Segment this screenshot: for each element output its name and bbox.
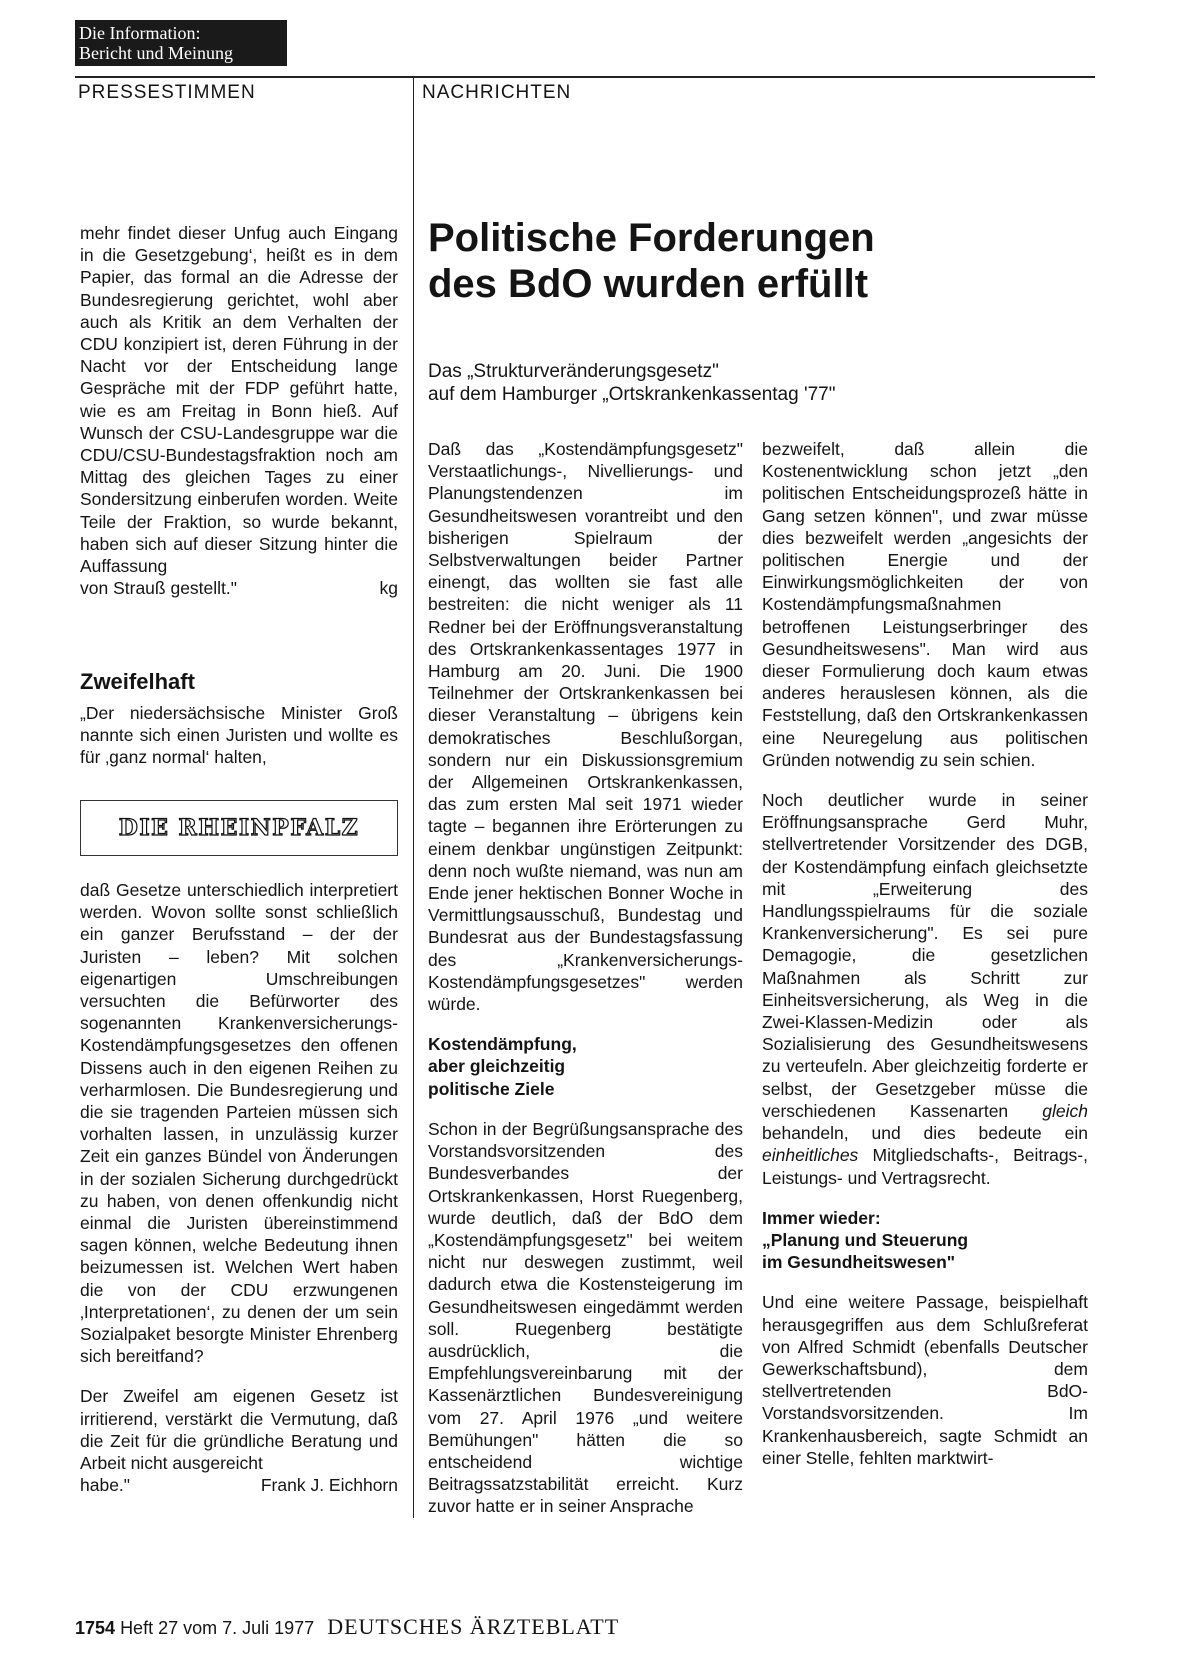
press-quote-continued bbox=[80, 222, 398, 599]
zweifelhaft-para-1: „Der niedersächsische Minister Groß nannte sich einen Juristen und wollte es für ‚ganz normal‘ halten, bbox=[80, 703, 398, 768]
right-section-label: NACHRICHTEN bbox=[422, 82, 572, 103]
article-headline bbox=[428, 215, 1068, 307]
page-footer bbox=[75, 1614, 619, 1640]
magazine-name: DEUTSCHES ÄRZTEBLATT bbox=[327, 1614, 620, 1639]
section-tag-line1: Die Information: bbox=[79, 23, 201, 43]
col1-subheading-line-3: politische Ziele bbox=[428, 1078, 555, 1099]
article-col2-para-1: bezweifelt, daß allein die Kostenentwicklung schon jetzt „den politischen Entscheidungsprozeß hätte in Gang setzen können", und zwar müsse dies bezweifelt werden „angesichts der politischen Energie und der Einwirkungsmöglichkeiten der von Kostendämpfungsmaßnahmen betroffenen Leistungserbringer des Gesundheitswesens". Man wird aus dieser Formulierung doch kaum etwas anderes herauslesen können, als die Feststellung, daß den Ortskrankenkassen eine Neuregelung aus politischen Gründen notwendig zu sein schien. bbox=[762, 439, 1088, 770]
col1-subheading-line-1: Kostendämpfung, bbox=[428, 1034, 577, 1055]
article-col1-para-1: Daß das „Kostendämpfungsgesetz" Verstaatlichungs-, Nivellierungs- und Planungstendenzen im Gesundheitswesen vorantreibt und den bisherigen Spielraum der Selbstverwaltungen beider Partner einengt, das wollten sie fast alle bestreiten: die nicht weniger als 11 Redner bei der Eröffnungsveranstaltung des Ortskrankenkassentages 1977 in Hamburg am 20. Juni. Die 1900 Teilnehmer der Ortskrankenkassen bei dieser Veranstaltung – übrigens kein demokratisches Beschlußorgan, sondern nur ein Diskussionsgremium der Allgemeinen Ortskrankenkassen, das zum ersten Mal seit 1971 wieder tagte – begannen ihre Erörterungen zu einem denkbar ungünstigen Zeitpunkt: denn noch wußte niemand, was nun am Ende jener hektischen Bonner Woche in Vermittlungsausschuß, Bundestag und Bundesrat aus der Bundestagsfassung des „Krankenversicherungs-Kostendämpfungsgesetzes" werden würde. bbox=[428, 439, 743, 1015]
zweifelhaft-last-line: habe." bbox=[80, 1475, 131, 1496]
issue-info: Heft 27 vom 7. Juli 1977 bbox=[120, 1618, 315, 1638]
headline-line-2: des BdO wurden erfüllt bbox=[428, 262, 869, 306]
article-column-1 bbox=[428, 438, 743, 1518]
headline-line-1: Politische Forderungen bbox=[428, 216, 875, 260]
article-col2-subheading bbox=[762, 1207, 1088, 1274]
section-tag bbox=[75, 20, 287, 66]
article-col1-subheading bbox=[428, 1033, 743, 1100]
newspaper-source-box bbox=[80, 800, 398, 856]
article-col1-para-2: Schon in der Begrüßungsansprache des Vorstandsvorsitzenden des Bundesverbandes der Ortskrankenkassen, Horst Ruegenberg, wurde deutlich, daß der BdO dem „Kostendämpfungsgesetz" bei weitem nicht nur deswegen zustimmt, weil dadurch etwa die Kostensteigerung im Gesundheitswesen eingedämmt werden soll. Ruegenberg bestätigte ausdrücklich, die Empfehlungsvereinbarung mit der Kassenärztlichen Bundesvereinigung vom 27. April 1976 „und weitere Bemühungen" hätten die so entscheidend wichtige Beitragssatzstabilität erreicht. Kurz zuvor hatte er in seiner Ansprache bbox=[428, 1118, 743, 1517]
col1-subheading-line-2: aber gleichzeitig bbox=[428, 1056, 566, 1077]
zweifelhaft-para-3-text: Der Zweifel am eigenen Gesetz ist irritierend, verstärkt die Vermutung, daß die Zeit für die gründliche Beratung und Arbeit nicht ausgereicht bbox=[80, 1386, 398, 1474]
press-quote-closing bbox=[80, 577, 398, 599]
zweifelhaft-closing bbox=[80, 1474, 398, 1496]
press-quote-text: mehr findet dieser Unfug auch Eingang in die Gesetzgebung‘, heißt es in dem Papier, das formal an die Adresse der Bundesregierung gerichtet, wohl aber auch als Kritik an dem Verhalten der CDU konzipiert ist, deren Führung in der Nacht vor der Entscheidung lange Gespräche mit der FDP geführt hatte, wie es am Freitag in Bonn hieß. Auf Wunsch der CSU-Landesgruppe war die CDU/CSU-Bundestagsfraktion noch am Mittag des gleichen Tages zu einer Sondersitzung einberufen worden. Weite Teile der Fraktion, so wurde bekannt, haben sich auf dieser Sitzung hinter die Auffassung bbox=[80, 223, 398, 577]
intro-line-1: Das „Strukturveränderungsgesetz" bbox=[428, 361, 719, 382]
press-quote-last-line: von Strauß gestellt." bbox=[80, 578, 237, 599]
left-column-middle bbox=[80, 702, 398, 769]
header-rule bbox=[75, 76, 1095, 78]
col2-subheading-line-1: Immer wieder: bbox=[762, 1207, 881, 1228]
article-column-2 bbox=[762, 438, 1088, 1469]
article-col2-para-3: Und eine weitere Passage, beispielhaft herausgegriffen aus dem Schlußreferat von Alfred Schmidt (ebenfalls Deutscher Gewerkschaftsbund), dem stellvertretenden BdO-Vorstandsvorsitzenden. Im Krankenhausbereich, sagte Schmidt an einer Stelle, fehlten marktwirt- bbox=[762, 1292, 1088, 1468]
left-section-label: PRESSESTIMMEN bbox=[78, 82, 256, 103]
page-number: 1754 bbox=[75, 1618, 116, 1638]
col2-para-2-emphasis-2: einheitliches bbox=[762, 1145, 859, 1166]
col2-para-2-part-b: behandeln, und dies bedeute ein bbox=[762, 1123, 1088, 1144]
article-intro bbox=[428, 360, 988, 406]
section-tag-line2: Bericht und Meinung bbox=[79, 43, 233, 63]
col2-subheading-line-3: im Gesundheitswesen" bbox=[762, 1252, 956, 1273]
col2-subheading-line-2: „Planung und Steuerung bbox=[762, 1229, 969, 1250]
column-divider bbox=[413, 76, 414, 1518]
left-column-top bbox=[80, 222, 398, 599]
col2-para-2-part-a: Noch deutlicher wurde in seiner Eröffnungsansprache Gerd Muhr, stellvertretender Vorsitzender des DGB, der Kostendämpfung einfach gleichsetzte mit „Erweiterung des Handlungsspielraums für die soziale Krankenversicherung". Es sei pure Demagogie, die gesetzlichen Maßnahmen als Schritt zur Einheitsversicherung, als Weg in die Zwei-Klassen-Medizin oder als Sozialisierung des Gesundheitswesens zu verteufeln. Aber gleichzeitig forderte er selbst, der Gesetzgeber müsse die verschiedenen Kassenarten bbox=[762, 790, 1088, 1121]
zweifelhaft-para-2: daß Gesetze unterschiedlich interpretiert werden. Wovon sollte sonst schließlich ein ganzer Berufsstand – der der Juristen – leben? Mit solchen eigenartigen Umschreibungen versuchten die Befürworter des sogenannten Krankenversicherungs-Kostendämpfungsgesetzes den offenen Dissens auch in den eigenen Reihen zu verharmlosen. Die Bundesregierung und die sie tragenden Parteien müssen sich vorhalten lassen, in unzulässig kurzer Zeit ein ganzes Bündel von Änderungen in der sozialen Sicherung durchgedrückt zu haben, von denen offenkundig nicht einmal die Juristen übereinstimmend sagen können, welche Bedeutung ihnen beizumessen ist. Welchen Wert haben die von der CDU erzwungenen ‚Interpretationen‘, zu denen der um sein Sozialpaket besorgte Minister Ehrenberg sich bereitfand? bbox=[80, 880, 398, 1367]
author-signature: Frank J. Eichhorn bbox=[260, 1475, 398, 1496]
press-quote-signature: kg bbox=[379, 578, 398, 599]
left-subheading: Zweifelhaft bbox=[80, 669, 195, 694]
newspaper-logo-text: DIE RHEINPFALZ bbox=[118, 815, 360, 841]
col2-para-2-emphasis-1: gleich bbox=[1042, 1100, 1088, 1121]
article-col2-para-2 bbox=[762, 789, 1088, 1189]
zweifelhaft-para-3 bbox=[80, 1385, 398, 1496]
left-column-bottom bbox=[80, 879, 398, 1496]
intro-line-2: auf dem Hamburger „Ortskrankenkassentag '77" bbox=[428, 384, 836, 405]
col2-para-2-part-c: Mitgliedschafts-, Beitrags-, Leistungs- und Vertragsrecht. bbox=[762, 1145, 1088, 1188]
